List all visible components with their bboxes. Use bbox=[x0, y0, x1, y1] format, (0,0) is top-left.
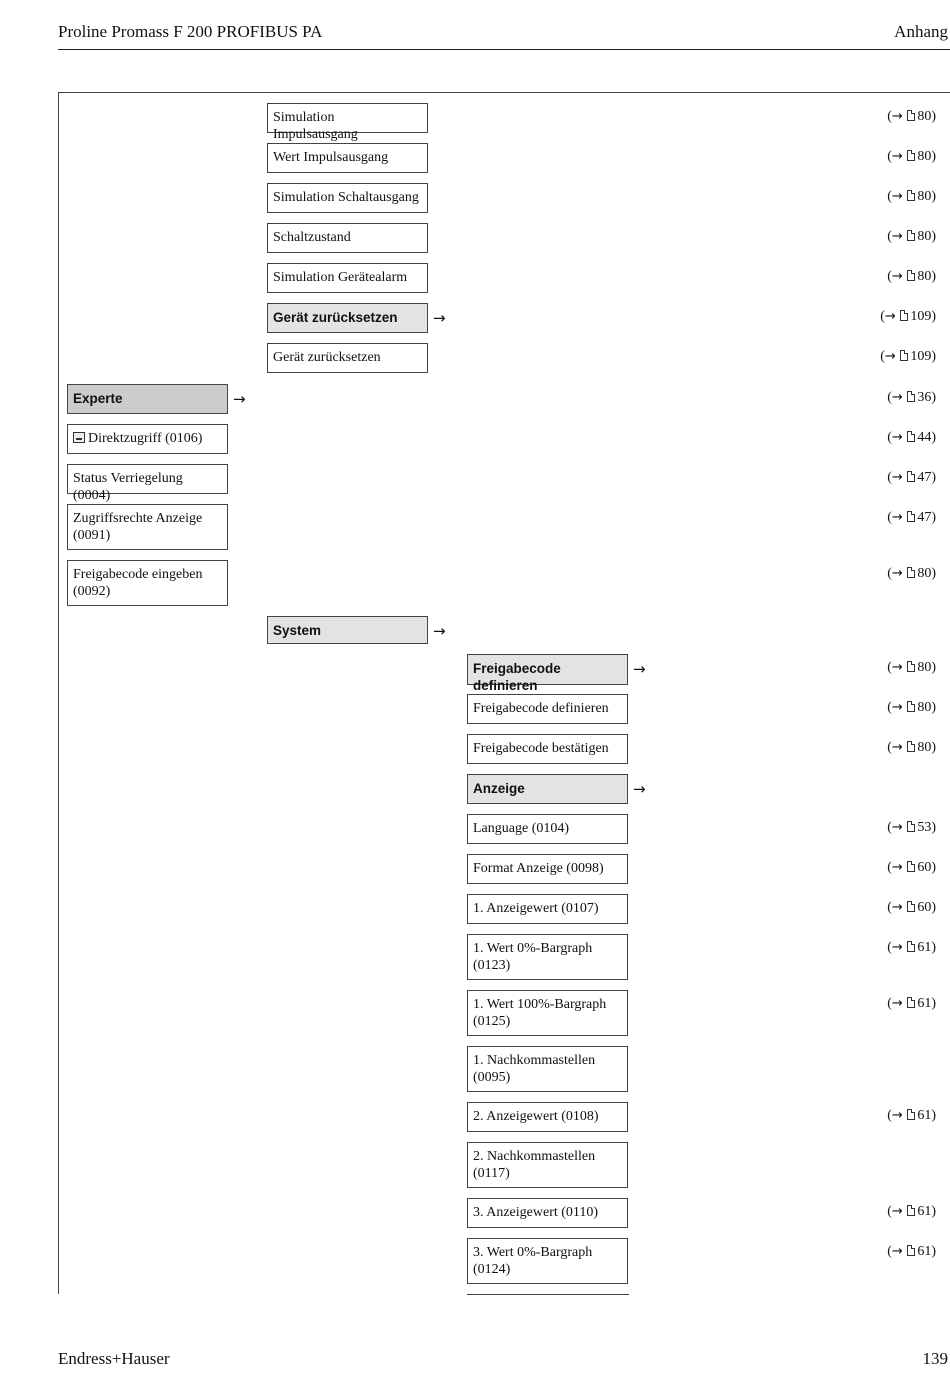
menu-node-label: Simulation Schaltausgang bbox=[273, 190, 419, 205]
submenu-arrow: → bbox=[433, 309, 446, 327]
reference-arrow-icon: → bbox=[891, 700, 903, 715]
menu-node-label: 1. Wert 100%-Bargraph (0125) bbox=[473, 997, 607, 1029]
page-reference: (→ 80) bbox=[887, 189, 936, 204]
menu-node-label: 3. Anzeigewert (0110) bbox=[473, 1205, 599, 1220]
page-icon bbox=[907, 270, 915, 281]
reference-page-number: 109 bbox=[910, 309, 932, 324]
reference-page-number: 80 bbox=[917, 700, 932, 715]
reference-page-number: 36 bbox=[917, 390, 932, 405]
menu-node bbox=[467, 774, 628, 804]
reference-page-number: 53 bbox=[917, 820, 932, 835]
menu-node-label: 1. Wert 0%-Bargraph (0123) bbox=[473, 941, 593, 973]
reference-arrow-icon: → bbox=[891, 229, 903, 244]
page-reference: (→ 109) bbox=[880, 349, 936, 364]
reference-page-number: 44 bbox=[917, 430, 932, 445]
page-reference: (→ 80) bbox=[887, 229, 936, 244]
menu-node-label: Gerät zurücksetzen bbox=[273, 310, 398, 325]
menu-node-label: Schaltzustand bbox=[273, 230, 351, 245]
reference-arrow-icon: → bbox=[891, 109, 903, 124]
page-icon bbox=[907, 190, 915, 201]
page-icon bbox=[907, 1245, 915, 1256]
page-reference: (→ 80) bbox=[887, 660, 936, 675]
menu-node bbox=[467, 990, 628, 1036]
page-icon bbox=[907, 701, 915, 712]
menu-node bbox=[267, 223, 428, 253]
menu-node-label: Anzeige bbox=[473, 781, 525, 796]
page-reference: (→ 60) bbox=[887, 860, 936, 875]
page-icon bbox=[907, 741, 915, 752]
page-reference: (→ 61) bbox=[887, 1108, 936, 1123]
menu-node-label: 2. Anzeigewert (0108) bbox=[473, 1109, 599, 1124]
page-reference: (→ 80) bbox=[887, 109, 936, 124]
menu-node-label: Simulation Impulsausgang bbox=[273, 110, 358, 142]
page-icon bbox=[907, 941, 915, 952]
reference-page-number: 109 bbox=[910, 349, 932, 364]
submenu-arrow: → bbox=[633, 780, 646, 798]
reference-arrow-icon: → bbox=[891, 470, 903, 485]
page-icon bbox=[907, 1205, 915, 1216]
reference-arrow-icon: → bbox=[884, 309, 896, 324]
page-reference: (→ 61) bbox=[887, 996, 936, 1011]
reference-arrow-icon: → bbox=[891, 510, 903, 525]
menu-node bbox=[67, 424, 228, 454]
page-icon bbox=[907, 821, 915, 832]
page-reference: (→ 80) bbox=[887, 149, 936, 164]
reference-page-number: 80 bbox=[917, 229, 932, 244]
submenu-arrow: → bbox=[433, 622, 446, 640]
page-icon bbox=[907, 901, 915, 912]
page-icon bbox=[907, 391, 915, 402]
page-reference: (→ 47) bbox=[887, 470, 936, 485]
footer-brand: Endress+Hauser bbox=[58, 1349, 170, 1368]
page-icon bbox=[907, 511, 915, 522]
reference-page-number: 47 bbox=[917, 510, 932, 525]
menu-node-label: 1. Anzeigewert (0107) bbox=[473, 901, 599, 916]
menu-node-label: 3. Wert 0%-Bargraph (0124) bbox=[473, 1245, 593, 1277]
menu-node-label: Experte bbox=[73, 391, 123, 406]
menu-node-label: Freigabecode eingeben (0092) bbox=[73, 567, 203, 599]
running-header-title: Proline Promass F 200 PROFIBUS PA bbox=[58, 22, 323, 41]
page-icon bbox=[907, 110, 915, 121]
menu-node-label: Status Verriegelung (0004) bbox=[73, 471, 183, 503]
reference-page-number: 80 bbox=[917, 149, 932, 164]
menu-node bbox=[467, 814, 628, 844]
menu-node-label: System bbox=[273, 623, 322, 638]
page-reference: (→ 80) bbox=[887, 566, 936, 581]
page-reference: (→ 80) bbox=[887, 269, 936, 284]
reference-arrow-icon: → bbox=[891, 996, 903, 1011]
menu-node-label: Freigabecode definieren bbox=[473, 661, 561, 693]
reference-page-number: 80 bbox=[917, 740, 932, 755]
page-icon bbox=[907, 471, 915, 482]
menu-node-label: Format Anzeige (0098) bbox=[473, 861, 604, 876]
page-icon bbox=[907, 150, 915, 161]
reference-page-number: 60 bbox=[917, 900, 932, 915]
menu-node-label: Freigabecode definieren bbox=[473, 701, 609, 716]
reference-arrow-icon: → bbox=[891, 940, 903, 955]
menu-node-label: Direktzugriff (0106) bbox=[88, 431, 203, 446]
page-reference: (→ 61) bbox=[887, 1244, 936, 1259]
keypad-icon bbox=[73, 432, 85, 443]
menu-node bbox=[267, 303, 428, 333]
menu-node-label: Zugriffsrechte Anzeige (0091) bbox=[73, 511, 203, 543]
continued-node-edge bbox=[467, 1294, 629, 1295]
reference-page-number: 61 bbox=[917, 940, 932, 955]
reference-page-number: 47 bbox=[917, 470, 932, 485]
page-icon bbox=[900, 310, 908, 321]
page-reference: (→ 53) bbox=[887, 820, 936, 835]
page-reference: (→ 61) bbox=[887, 1204, 936, 1219]
reference-arrow-icon: → bbox=[891, 430, 903, 445]
page-reference: (→ 61) bbox=[887, 940, 936, 955]
menu-node bbox=[467, 1198, 628, 1228]
menu-node bbox=[67, 384, 228, 414]
page-icon bbox=[907, 567, 915, 578]
reference-arrow-icon: → bbox=[891, 189, 903, 204]
menu-node-label: Simulation Gerätealarm bbox=[273, 270, 408, 285]
reference-arrow-icon: → bbox=[891, 860, 903, 875]
reference-arrow-icon: → bbox=[891, 820, 903, 835]
menu-node bbox=[467, 654, 628, 693]
menu-node bbox=[67, 560, 228, 606]
page-icon bbox=[907, 431, 915, 442]
reference-arrow-icon: → bbox=[891, 900, 903, 915]
reference-page-number: 61 bbox=[917, 1244, 932, 1259]
page-icon bbox=[907, 661, 915, 672]
page-reference: (→ 80) bbox=[887, 700, 936, 715]
menu-node bbox=[267, 143, 428, 173]
reference-page-number: 80 bbox=[917, 660, 932, 675]
menu-node-label: Wert Impulsausgang bbox=[273, 150, 389, 165]
reference-arrow-icon: → bbox=[891, 1108, 903, 1123]
menu-node bbox=[67, 464, 228, 503]
submenu-arrow: → bbox=[633, 660, 646, 678]
header-rule bbox=[58, 49, 950, 50]
menu-node-label: Freigabecode bestätigen bbox=[473, 741, 609, 756]
submenu-arrow: → bbox=[233, 390, 246, 408]
menu-node bbox=[467, 1046, 628, 1092]
menu-node-label: 2. Nachkommastellen (0117) bbox=[473, 1149, 596, 1181]
reference-page-number: 80 bbox=[917, 566, 932, 581]
reference-page-number: 61 bbox=[917, 996, 932, 1011]
reference-arrow-icon: → bbox=[891, 149, 903, 164]
reference-arrow-icon: → bbox=[891, 269, 903, 284]
page-reference: (→ 44) bbox=[887, 430, 936, 445]
menu-node bbox=[467, 934, 628, 980]
reference-arrow-icon: → bbox=[891, 566, 903, 581]
page-reference: (→ 80) bbox=[887, 740, 936, 755]
menu-node-label: Gerät zurücksetzen bbox=[273, 350, 381, 365]
menu-node bbox=[467, 894, 628, 924]
reference-page-number: 80 bbox=[917, 109, 932, 124]
menu-node bbox=[267, 263, 428, 293]
page-icon bbox=[907, 1109, 915, 1120]
reference-page-number: 60 bbox=[917, 860, 932, 875]
menu-node bbox=[267, 183, 428, 213]
reference-arrow-icon: → bbox=[891, 390, 903, 405]
reference-arrow-icon: → bbox=[891, 660, 903, 675]
reference-arrow-icon: → bbox=[891, 1204, 903, 1219]
page-icon bbox=[900, 350, 908, 361]
menu-node bbox=[67, 504, 228, 550]
page-reference: (→ 47) bbox=[887, 510, 936, 525]
menu-node-label: Language (0104) bbox=[473, 821, 570, 836]
menu-node bbox=[467, 734, 628, 764]
reference-arrow-icon: → bbox=[884, 349, 896, 364]
page-icon bbox=[907, 230, 915, 241]
menu-node bbox=[467, 1102, 628, 1132]
page-reference: (→ 60) bbox=[887, 900, 936, 915]
menu-node bbox=[467, 694, 628, 724]
menu-node bbox=[267, 343, 428, 373]
menu-node bbox=[467, 1142, 628, 1188]
menu-node bbox=[467, 854, 628, 884]
page-icon bbox=[907, 997, 915, 1008]
reference-arrow-icon: → bbox=[891, 1244, 903, 1259]
reference-page-number: 80 bbox=[917, 189, 932, 204]
page-number: 139 bbox=[922, 1349, 948, 1368]
running-header-section: Anhang bbox=[894, 22, 948, 41]
reference-page-number: 80 bbox=[917, 269, 932, 284]
page-icon bbox=[907, 861, 915, 872]
menu-node bbox=[267, 103, 428, 142]
menu-node bbox=[467, 1238, 628, 1284]
menu-node bbox=[267, 616, 428, 644]
reference-arrow-icon: → bbox=[891, 740, 903, 755]
menu-node-label: 1. Nachkommastellen (0095) bbox=[473, 1053, 596, 1085]
reference-page-number: 61 bbox=[917, 1108, 932, 1123]
page-reference: (→ 36) bbox=[887, 390, 936, 405]
page-reference: (→ 109) bbox=[880, 309, 936, 324]
reference-page-number: 61 bbox=[917, 1204, 932, 1219]
